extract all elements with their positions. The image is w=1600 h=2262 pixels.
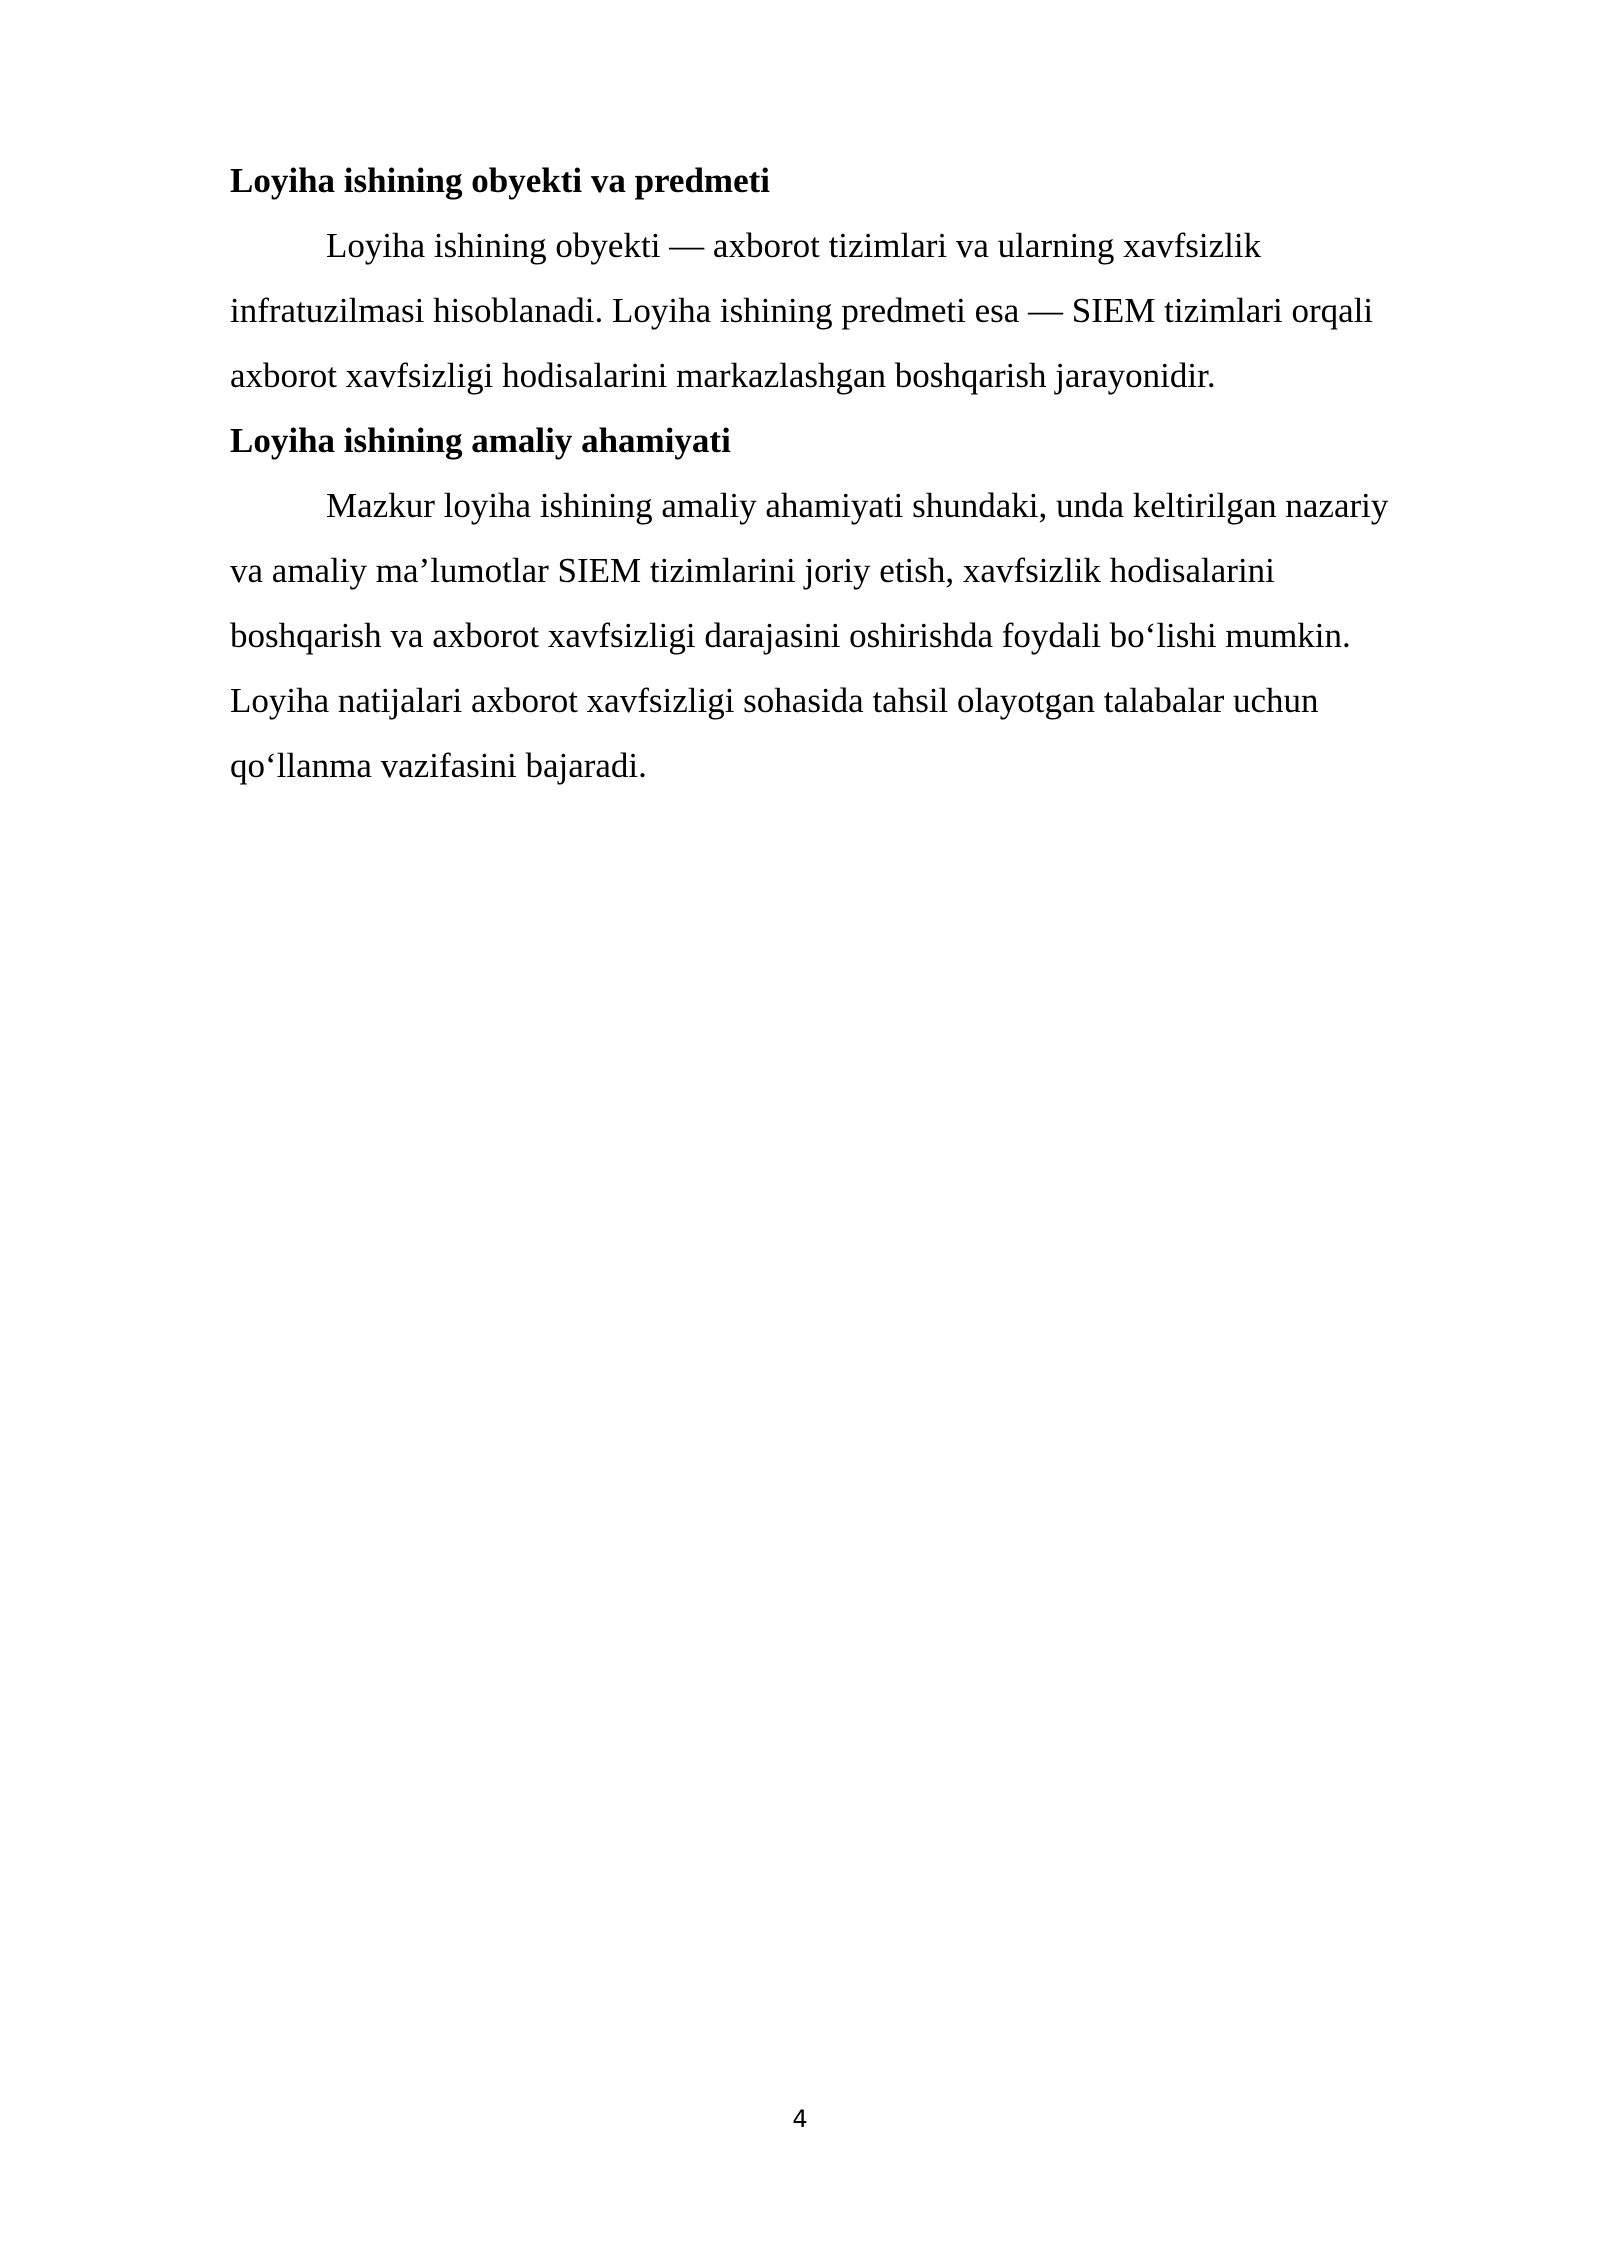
text-line: Mazkur loyiha ishining amaliy ahamiyati shundaki, unda keltirilgan nazariy [326,486,1389,525]
text-line: axborot xavfsizligi hodisalarini markazlashgan boshqarish jarayonidir. [230,356,1216,395]
paragraph-practical-significance [230,473,1485,798]
page-content [230,148,1485,798]
text-line: Loyiha ishining obyekti — axborot tizimlari va ularning xavfsizlik [326,226,1262,265]
text-line: infratuzilmasi hisoblanadi. Loyiha ishining predmeti esa — SIEM tizimlari orqali [230,291,1374,330]
paragraph-object-subject [230,213,1485,408]
text-line: va amaliy ma’lumotlar SIEM tizimlarini joriy etish, xavfsizlik hodisalarini [230,551,1275,590]
text-line: qo‘llanma vazifasini bajaradi. [230,746,647,785]
section-heading-object-subject: Loyiha ishining obyekti va predmeti [230,161,771,200]
text-line: boshqarish va axborot xavfsizligi darajasini oshirishda foydali bo‘lishi mumkin. [230,616,1351,655]
page-number: 4 [792,2105,808,2133]
text-line: Loyiha natijalari axborot xavfsizligi sohasida tahsil olayotgan talabalar uchun [230,681,1319,720]
section-heading-practical-significance: Loyiha ishining amaliy ahamiyati [230,421,731,460]
